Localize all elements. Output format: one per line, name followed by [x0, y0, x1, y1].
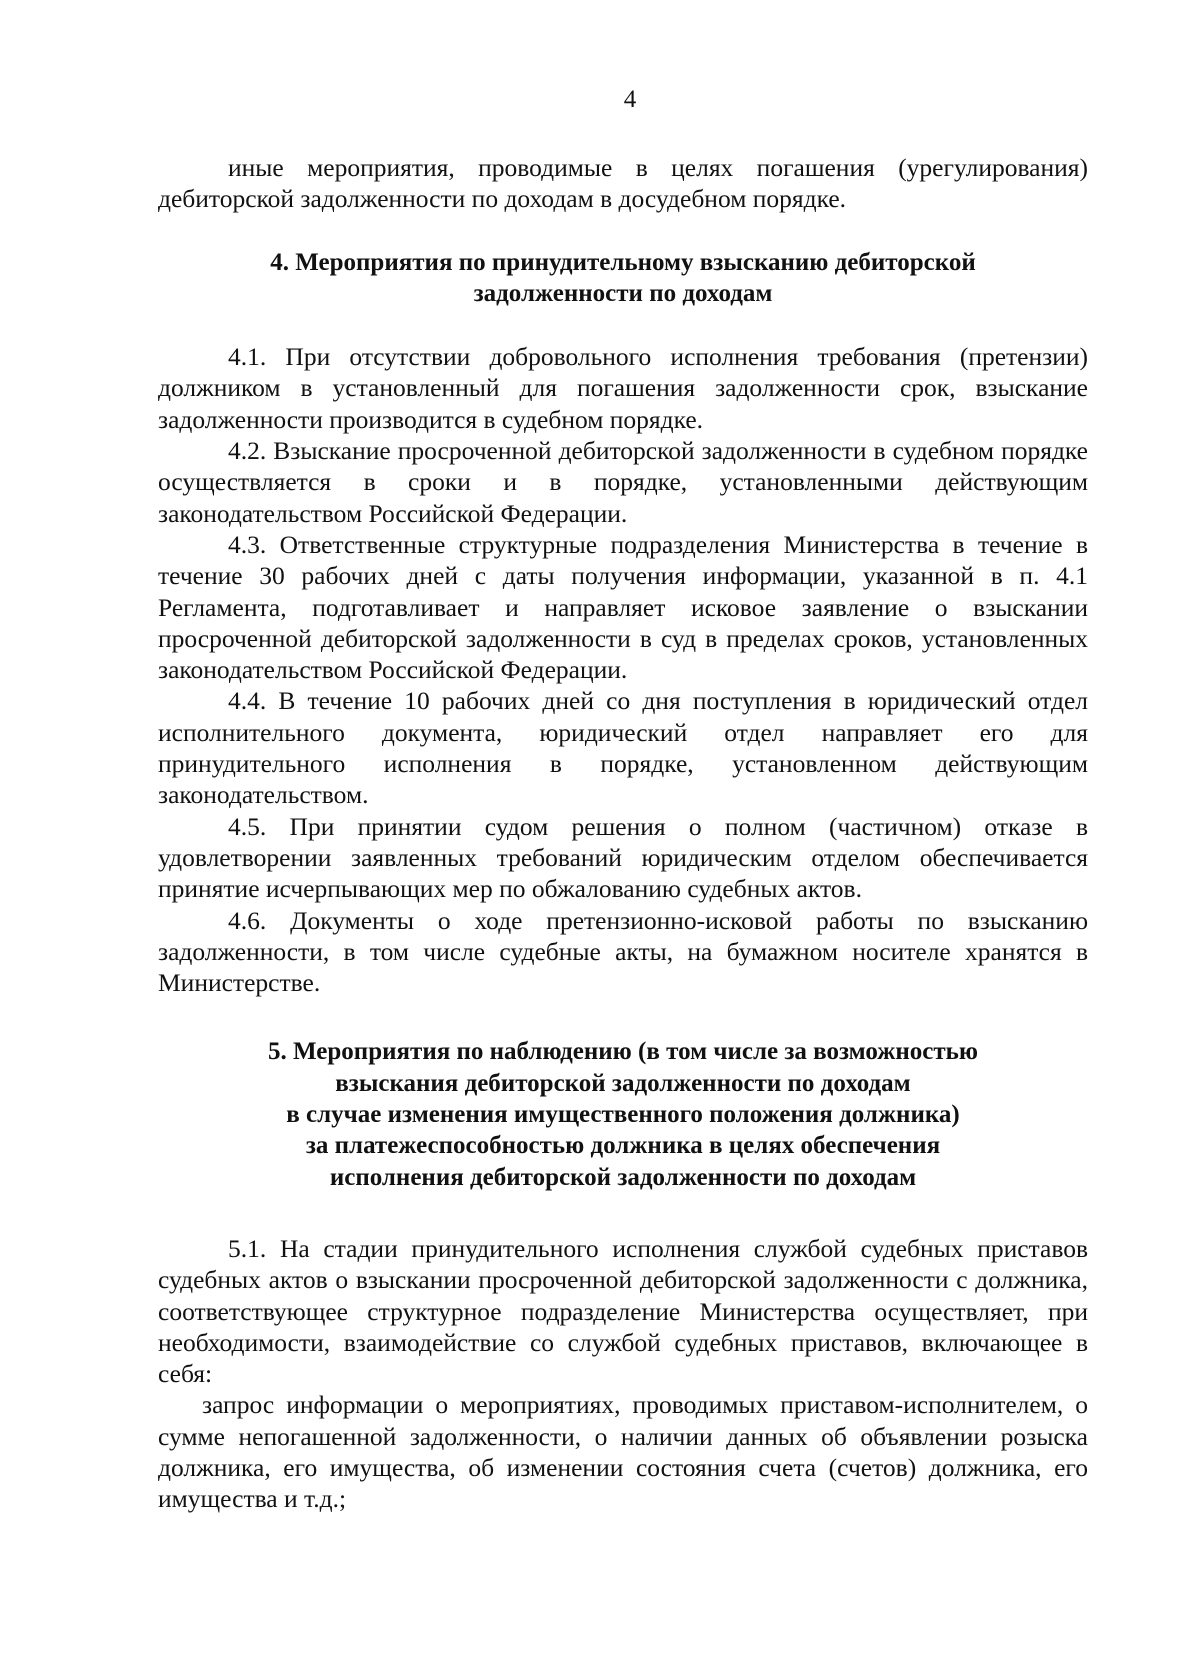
document-body [158, 152, 1088, 1515]
section-5-heading [158, 1036, 1088, 1192]
paragraph-4-1: 4.1. При отсутствии добровольного исполнения требования (претензии) должником в установленный для погашения задолженности срок, взыскание задолженности производится в судебном порядке. [158, 342, 1088, 434]
paragraph-5-1-item: запрос информации о мероприятиях, проводимых приставом-исполнителем, о сумме непогашенной задолженности, о наличии данных об объявлении розыска должника, его имущества, об изменении состояния счета (счетов) должника, его имущества и т.д.; [158, 1390, 1088, 1514]
section-5-heading-line: исполнения дебиторской задолженности по доходам [329, 1163, 917, 1191]
section-5-heading-line: в случае изменения имущественного положения должника) [286, 1101, 960, 1129]
section-5-heading-line: взыскания дебиторской задолженности по доходам [335, 1069, 911, 1097]
paragraph-4-3: 4.3. Ответственные структурные подразделения Министерства в течение в течение 30 рабочих дней с даты получения информации, указанной в п. 4.1 Регламента, подготавливает и направляет исковое заявление о взыскании просроченной дебиторской задолженности в суд в пределах сроков, установленных законодательством Российской Федерации. [158, 529, 1088, 685]
paragraph-4-5: 4.5. При принятии судом решения о полном (частичном) отказе в удовлетворении заявленных требований юридическим отделом обеспечивается принятие исчерпывающих мер по обжалованию судебных актов. [158, 811, 1088, 904]
paragraph-4-4: 4.4. В течение 10 рабочих дней со дня поступления в юридический отдел исполнительного документа, юридический отдел направляет его для принудительного исполнения в порядке, установленном действующим законодательством. [158, 686, 1088, 810]
paragraph-4-2: 4.2. Взыскание просроченной дебиторской задолженности в судебном порядке осуществляется в сроки и в порядке, установленными действующим законодательством Российской Федерации. [158, 436, 1088, 528]
page-number: 4 [623, 86, 637, 113]
section-5-heading-line: 5. Мероприятия по наблюдению (в том числе за возможностью [268, 1038, 978, 1066]
section-4-heading: 4. Мероприятия по принудительному взысканию дебиторской задолженности по доходам [270, 248, 976, 307]
paragraph-5-1: 5.1. На стадии принудительного исполнения службой судебных приставов судебных актов о взыскании просроченной дебиторской задолженности с должника, соответствующее структурное подразделение Министерства осуществляет, при необходимости, взаимодействие со службой судебных приставов, включающее в себя: [158, 1233, 1088, 1389]
intro-paragraph: иные мероприятия, проводимые в целях погашения (урегулирования) дебиторской задолженности по доходам в досудебном порядке. [158, 153, 1088, 214]
paragraph-4-6: 4.6. Документы о ходе претензионно-исковой работы по взысканию задолженности, в том числе судебные акты, на бумажном носителе хранятся в Министерстве. [158, 905, 1088, 998]
section-5-heading-line: за платежеспособностью должника в целях обеспечения [305, 1132, 941, 1160]
